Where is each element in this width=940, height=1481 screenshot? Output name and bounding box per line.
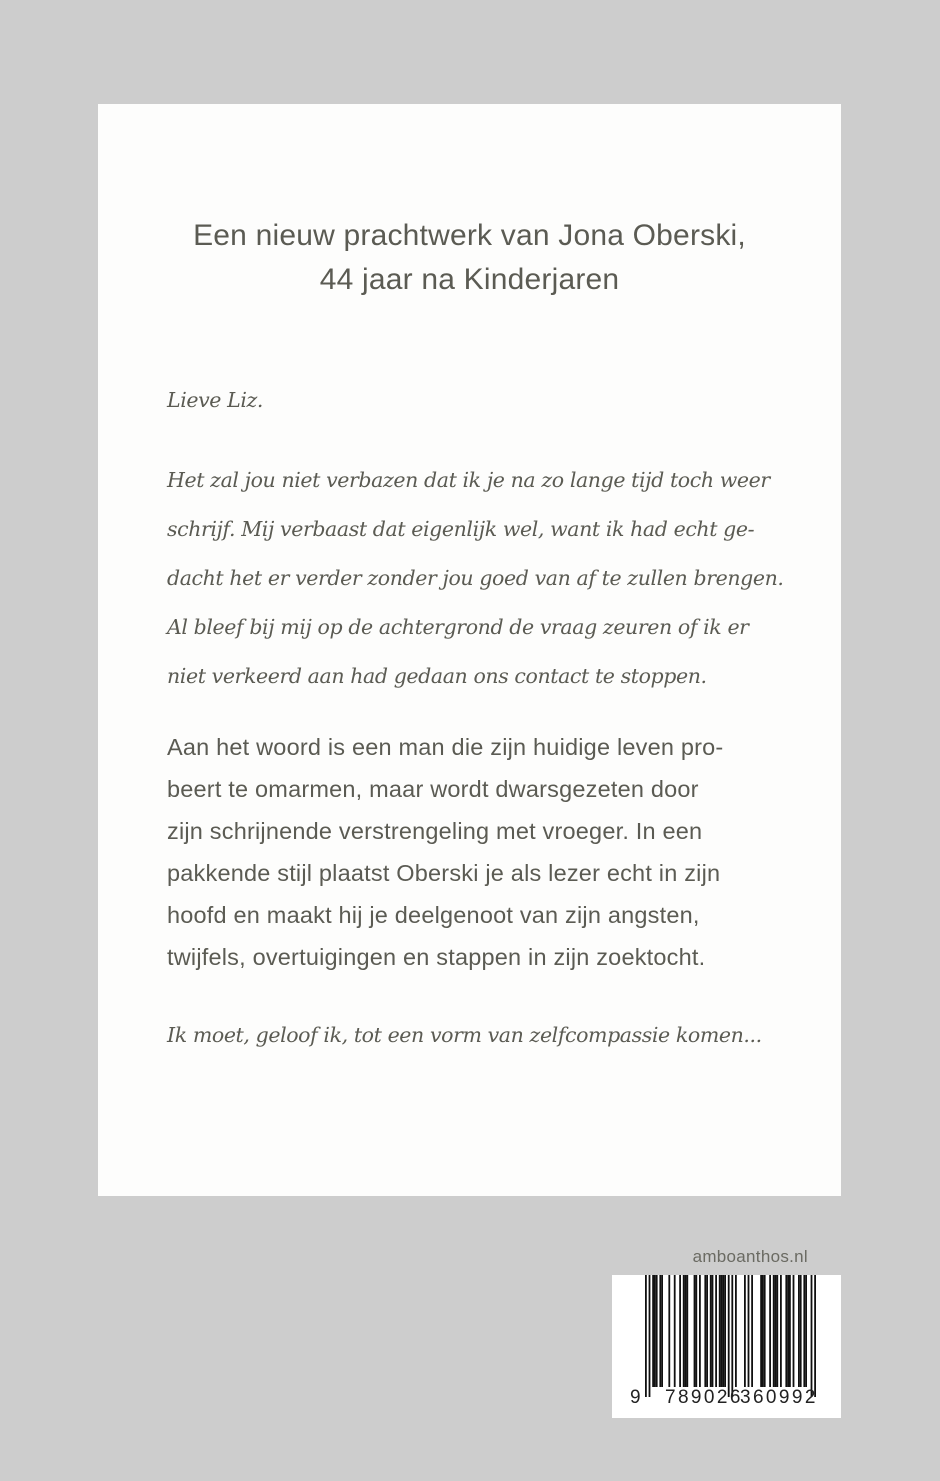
barcode-guard-bar bbox=[728, 1275, 730, 1397]
description-line: beert te omarmen, maar wordt dwarsgezeten door bbox=[167, 776, 699, 802]
letter-greeting: Lieve Liz. bbox=[167, 388, 264, 412]
barcode-guard-bar bbox=[814, 1275, 816, 1397]
barcode-bar bbox=[683, 1275, 685, 1387]
closing-quote: Ik moet, geloof ik, tot een vorm van zelfcompassie komen... bbox=[167, 1023, 762, 1047]
barcode-bar bbox=[699, 1275, 701, 1387]
barcode-bar bbox=[762, 1275, 764, 1387]
barcode-bar bbox=[659, 1275, 661, 1387]
barcode-bar bbox=[780, 1275, 782, 1387]
description-line: pakkende stijl plaatst Oberski je als lezer echt in zijn bbox=[167, 860, 721, 886]
barcode-bar bbox=[668, 1275, 670, 1387]
barcode-left-digits: 789026 bbox=[665, 1387, 743, 1408]
barcode-bar bbox=[805, 1275, 807, 1387]
barcode-bar bbox=[710, 1275, 712, 1387]
barcode-bar bbox=[722, 1275, 724, 1387]
barcode-bar bbox=[694, 1275, 696, 1387]
publisher-website: amboanthos.nl bbox=[692, 1247, 808, 1266]
barcode-bar bbox=[735, 1275, 737, 1387]
barcode-guard-bar bbox=[811, 1275, 813, 1397]
barcode-bar bbox=[785, 1275, 787, 1387]
description-line: zijn schrijnende verstrengeling met vroeger. In een bbox=[167, 818, 703, 844]
letter-line: Het zal jou niet verbazen dat ik je na zo lange tijd toch weer bbox=[167, 468, 770, 492]
barcode-bar bbox=[656, 1275, 658, 1387]
barcode-bar bbox=[704, 1275, 706, 1387]
barcode-bar bbox=[661, 1275, 663, 1387]
barcode-bar bbox=[712, 1275, 714, 1387]
barcode-bar bbox=[764, 1275, 766, 1387]
barcode-bar bbox=[679, 1275, 681, 1387]
barcode-bar bbox=[798, 1275, 800, 1387]
headline-line-1: Een nieuw prachtwerk van Jona Oberski, bbox=[193, 219, 746, 252]
book-description bbox=[167, 726, 787, 978]
back-cover-text-panel bbox=[98, 104, 841, 1196]
barcode-bar bbox=[769, 1275, 771, 1387]
barcode-bar bbox=[787, 1275, 789, 1387]
letter-line: dacht het er verder zonder jou goed van af te zullen brengen. bbox=[167, 566, 784, 590]
letter-line: Al bleef bij mij op de achtergrond de vraag zeuren of ik er bbox=[167, 615, 749, 639]
barcode-bar bbox=[776, 1275, 778, 1387]
barcode-bar bbox=[685, 1275, 687, 1387]
description-line: hoofd en maakt hij je deelgenoot van zijn angsten, bbox=[167, 902, 700, 928]
barcode-bar bbox=[695, 1275, 697, 1387]
barcode-bar bbox=[719, 1275, 721, 1387]
barcode-bar bbox=[793, 1275, 795, 1387]
isbn-barcode bbox=[612, 1275, 841, 1418]
barcode-bar bbox=[715, 1275, 717, 1387]
barcode-bar bbox=[724, 1275, 726, 1387]
barcode-bar bbox=[748, 1275, 750, 1387]
headline-line-2: 44 jaar na Kinderjaren bbox=[319, 263, 620, 296]
barcode-bar bbox=[674, 1275, 676, 1387]
barcode-bar bbox=[760, 1275, 762, 1387]
barcode-bar bbox=[751, 1275, 753, 1387]
barcode-bar bbox=[803, 1275, 805, 1387]
barcode-bar bbox=[775, 1275, 777, 1387]
barcode-bar bbox=[744, 1275, 746, 1387]
headline bbox=[98, 214, 841, 302]
barcode-guard-bar bbox=[731, 1275, 733, 1397]
letter-excerpt bbox=[167, 456, 787, 701]
barcode-bar bbox=[654, 1275, 656, 1387]
barcode-bar bbox=[789, 1275, 791, 1387]
barcode-bar bbox=[721, 1275, 723, 1387]
barcode-first-digit: 9 bbox=[630, 1387, 643, 1408]
barcode-bar bbox=[800, 1275, 802, 1387]
barcode-right-digits: 360992 bbox=[740, 1387, 818, 1408]
description-line: twijfels, overtuigingen en stappen in zijn zoektocht. bbox=[167, 944, 706, 970]
barcode-guard-bar bbox=[645, 1275, 647, 1397]
barcode-bar bbox=[773, 1275, 775, 1387]
letter-line: schrijf. Mij verbaast dat eigenlijk wel, want ik had echt ge- bbox=[167, 517, 755, 541]
letter-line: niet verkeerd aan had gedaan ons contact te stoppen. bbox=[167, 664, 707, 688]
barcode-bar bbox=[686, 1275, 688, 1387]
barcode-guard-bar bbox=[649, 1275, 651, 1397]
barcode-bar bbox=[652, 1275, 654, 1387]
barcode-bar bbox=[706, 1275, 708, 1387]
description-line: Aan het woord is een man die zijn huidige leven pro- bbox=[167, 734, 724, 760]
